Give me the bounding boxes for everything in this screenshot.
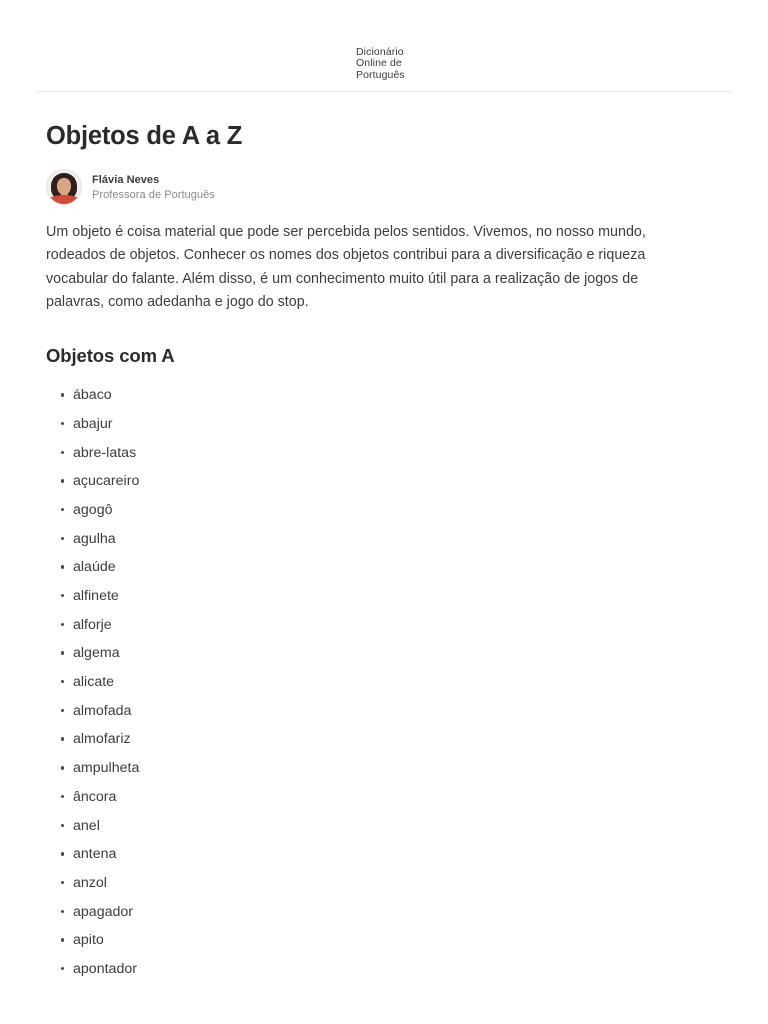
list-item: almofada	[73, 702, 722, 731]
list-item: alicate	[73, 673, 722, 702]
list-item: âncora	[73, 788, 722, 817]
list-item: abre-latas	[73, 444, 722, 473]
list-item: apontador	[73, 960, 722, 989]
site-logo[interactable]	[356, 47, 405, 81]
page-title: Objetos de A a Z	[46, 122, 243, 150]
list-item: agulha	[73, 530, 722, 559]
list-item: almofariz	[73, 730, 722, 759]
list-item: ábaco	[73, 386, 722, 415]
avatar	[46, 169, 82, 205]
list-item: açucareiro	[73, 472, 722, 501]
author-byline[interactable]	[46, 169, 722, 205]
author-name: Flávia Neves	[92, 173, 160, 186]
author-role: Professora de Português	[92, 188, 215, 201]
header-divider	[36, 91, 732, 92]
intro-paragraph: Um objeto é coisa material que pode ser percebida pelos sentidos. Vivemos, no nosso mundo, rodeados de objetos. Conhecer os nomes dos objetos contribui para a diversificação e riqueza vocabular do falante. Além disso, é um conhecimento muito útil para a realização de jogos de palavras, como adedanha e jogo do stop.	[46, 224, 646, 310]
list-item: alforje	[73, 616, 722, 645]
logo-line-3: Português	[356, 68, 405, 81]
list-item: anel	[73, 817, 722, 846]
byline-text	[92, 173, 215, 202]
list-item: anzol	[73, 874, 722, 903]
logo-line-2: Online de	[356, 57, 402, 70]
avatar-face	[57, 178, 71, 195]
list-item: agogô	[73, 501, 722, 530]
logo-line-1: Dicionário	[356, 46, 404, 58]
list-item: abajur	[73, 415, 722, 444]
list-item: algema	[73, 644, 722, 673]
list-item: apagador	[73, 903, 722, 932]
word-list-a	[46, 386, 722, 988]
avatar-shirt	[46, 195, 82, 205]
list-item: alaúde	[73, 558, 722, 587]
list-item: alfinete	[73, 587, 722, 616]
list-item: antena	[73, 845, 722, 874]
article-content	[0, 92, 768, 989]
section-heading-a: Objetos com A	[46, 345, 175, 367]
list-item: ampulheta	[73, 759, 722, 788]
site-header	[0, 0, 768, 92]
list-item: apito	[73, 931, 722, 960]
